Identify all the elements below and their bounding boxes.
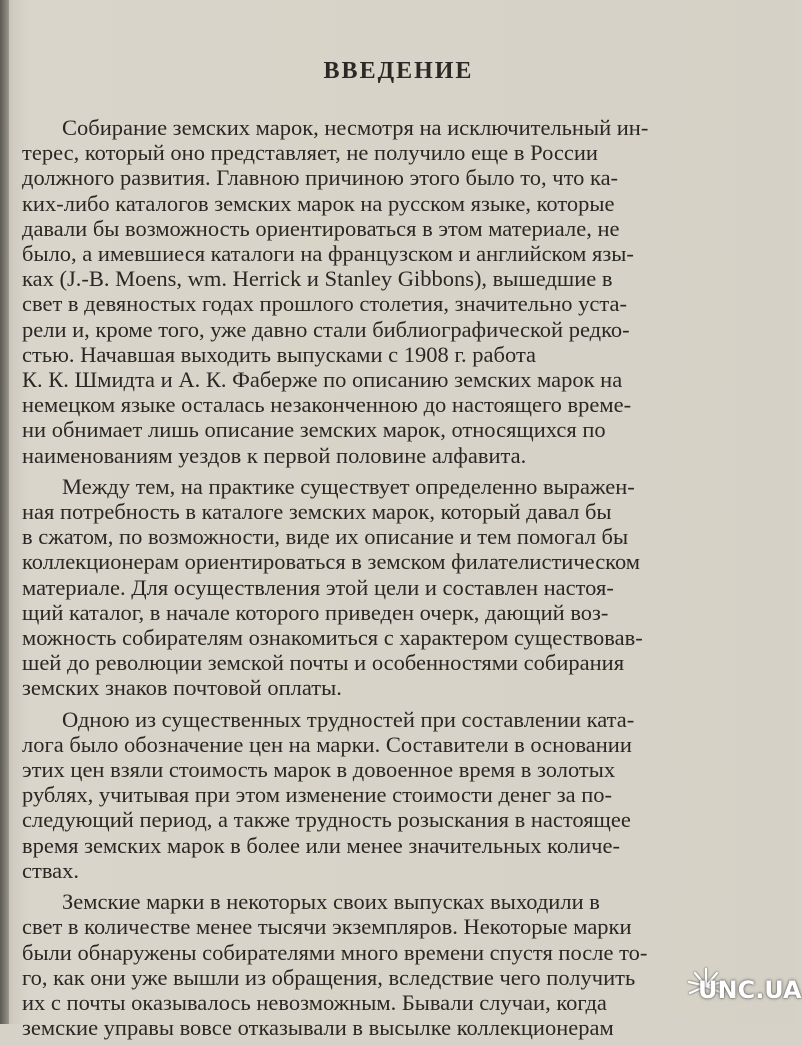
text-line: свет в девяностых годах прошлого столетия, значительно уста- [22,291,627,317]
body-text [22,115,720,1046]
text-line: коллекционерам ориентироваться в земском филателистическом [22,549,641,575]
text-line: немецком языке осталась незаконченною до настоящего време- [22,392,632,418]
text-line: рели и, кроме того, уже давно стали библиографической редко- [22,316,630,342]
text-line: должного развития. Главною причиною этого было то, что ка- [22,165,619,191]
watermark-text: UNC.UA [698,976,802,1004]
text-line: можность собирателям ознакомиться с характером существовав- [22,625,643,651]
text-line: наименованиям уездов к первой половине алфавита. [22,442,527,468]
text-line: ная потребность в каталоге земских марок, который давал бы [22,499,612,525]
paragraph [22,707,720,883]
paragraph [22,115,720,468]
text-line: следующий период, а также трудность розыскания в настоящее [22,807,631,833]
watermark [686,966,802,1016]
text-line: земские управы вовсе отказывали в высылке коллекционерам [22,1015,614,1041]
text-line: ствах. [22,857,80,883]
text-line: ках (J.-B. Moens, wm. Herrick и Stanley Gibbons), вышедшие в [22,266,613,292]
text-line: свет в количестве менее тысячи экземпляров. Некоторые марки [22,914,632,940]
text-line: было, а имевшиеся каталоги на французском и английском язы- [22,241,634,267]
text-line: Одною из существенных трудностей при составлении ката- [62,706,635,732]
text-line: щий каталог, в начале которого приведен очерк, дающий воз- [22,599,609,625]
text-line: Между тем, на практике существует определенно выражен- [62,473,635,499]
text-line: шей до революции земской почты и особенностями собирания [22,650,625,676]
paragraph [22,474,720,701]
text-line: время земских марок в более или менее значительных количе- [22,832,620,858]
text-line: Собирание земских марок, несмотря на исключительный ин- [62,115,649,140]
text-line: этих цен взяли стоимость марок в довоенное время в золотых [22,757,616,783]
page-title: ВВЕДЕНИЕ [323,58,474,84]
text-line: К. К. Шмидта и А. К. Фаберже по описанию земских марок на [22,367,623,393]
paragraph [22,889,720,1040]
text-line: ких-либо каталогов земских марок на русском языке, которые [22,190,615,216]
text-line: их с почты оказывалось невозможным. Бывали случаи, когда [22,989,607,1015]
text-line: ни обнимает лишь описание земских марок, относящихся по [22,417,606,443]
text-line: в сжатом, по возможности, виде их описание и тем помогал бы [22,524,629,550]
text-line: земских знаков почтовой оплаты. [22,675,342,701]
text-line: материале. Для осуществления этой цели и составлен настоя- [22,574,614,600]
text-line: терес, который оно представляет, не получило еще в России [22,140,598,166]
text-line: го, как они уже вышли из обращения, вследствие чего получить [22,964,636,990]
text-line: рублях, учитывая при этом изменение стоимости денег за по- [22,782,613,808]
text-line: давали бы возможность ориентироваться в этом материале, не [22,215,620,241]
text-line: лога было обозначение цен на марки. Составители в основании [22,731,632,757]
text-line: были обнаружены собирателями много времени спустя после то- [22,939,648,965]
book-spine-shadow [0,0,9,1024]
text-line: стью. Начавшая выходить выпусками с 1908 г. работа [22,341,537,367]
text-line: Земские марки в некоторых своих выпусках выходили в [62,889,600,915]
